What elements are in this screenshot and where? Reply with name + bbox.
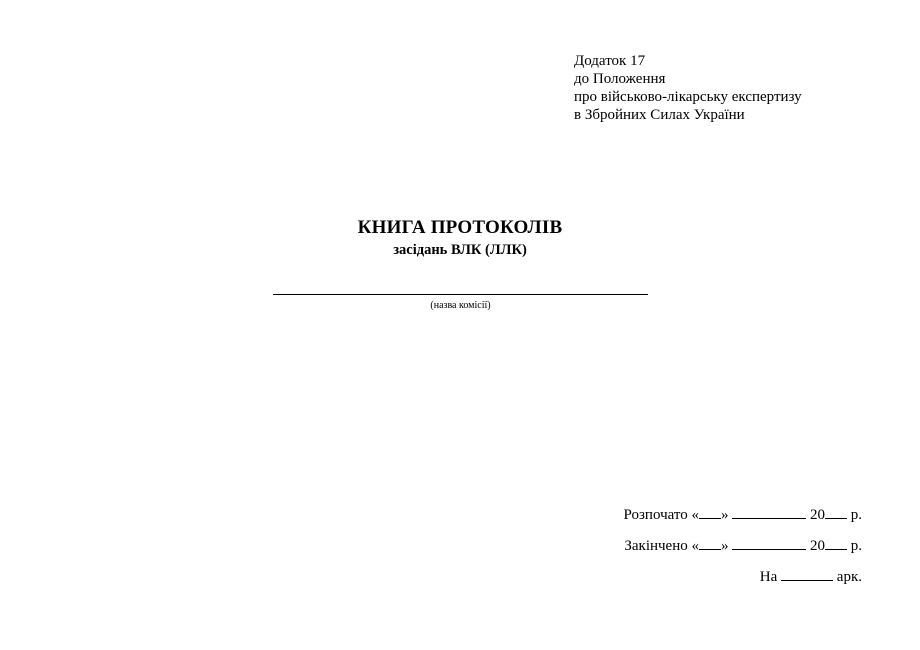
- started-century: 20: [806, 507, 825, 523]
- finished-mid: »: [721, 538, 733, 554]
- sheets-row: [624, 567, 862, 585]
- finished-month-blank: [732, 536, 806, 550]
- title-block: [0, 216, 920, 260]
- finished-year-blank: [825, 536, 847, 550]
- finished-date-row: [624, 536, 862, 554]
- started-month-blank: [732, 505, 806, 519]
- finished-suffix: р.: [847, 538, 862, 554]
- started-mid: »: [721, 507, 733, 523]
- started-suffix: р.: [847, 507, 862, 523]
- sheets-suffix: арк.: [833, 569, 862, 585]
- annex-line-armed-forces: в Збройних Силах України: [574, 107, 745, 123]
- sheets-prefix: На: [759, 569, 782, 585]
- document-title: КНИГА ПРОТОКОЛІВ: [357, 217, 563, 238]
- started-day-blank: [699, 505, 721, 519]
- document-subtitle: засідань ВЛК (ЛЛК): [393, 242, 527, 258]
- commission-name-caption: (назва комісії): [430, 300, 491, 311]
- finished-day-blank: [699, 536, 721, 550]
- finished-century: 20: [806, 538, 825, 554]
- annex-line-expertise: про військово-лікарську експертизу: [574, 89, 802, 105]
- commission-name-line: [273, 294, 648, 295]
- sheets-count-blank: [781, 567, 833, 581]
- started-label: Розпочато «: [623, 507, 699, 523]
- finished-label: Закінчено «: [624, 538, 699, 554]
- annex-line-regulation: до Положення: [574, 71, 666, 87]
- started-date-row: [624, 505, 862, 523]
- annex-line-number: Додаток 17: [574, 53, 646, 69]
- started-year-blank: [825, 505, 847, 519]
- annex-note: [574, 52, 802, 124]
- dates-block: [624, 505, 862, 598]
